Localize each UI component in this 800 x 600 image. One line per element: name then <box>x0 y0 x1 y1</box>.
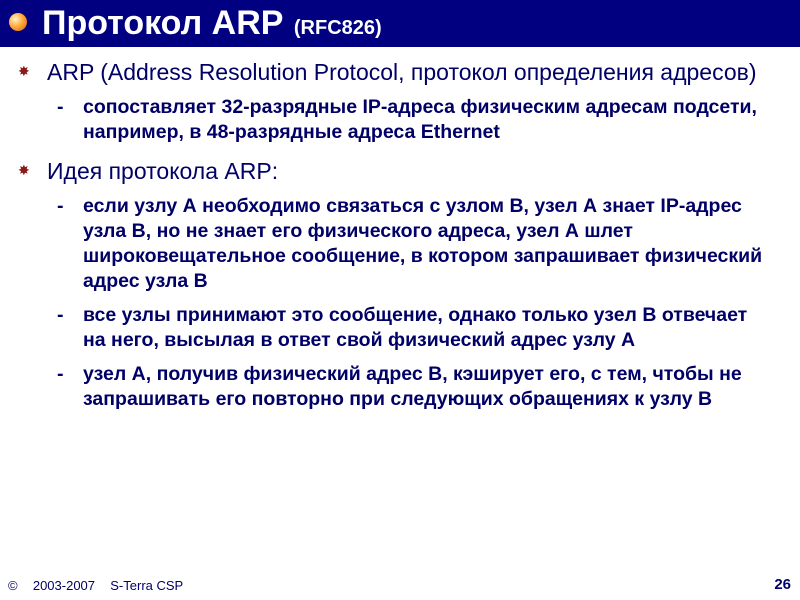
footer-copyright <box>8 578 183 593</box>
dash-marker: - <box>57 195 64 217</box>
page-number: 26 <box>774 576 791 593</box>
dash-marker: - <box>57 96 64 118</box>
slide-title <box>42 4 382 43</box>
bullet-item <box>0 58 800 87</box>
starburst-bullet-icon: ✸ <box>18 63 30 79</box>
orange-ball-icon <box>9 13 27 31</box>
sub-list <box>0 95 800 145</box>
title-bar <box>0 0 800 47</box>
bullet-text: ARP (Address Resolution Protocol, протокол определения адресов) <box>47 59 757 85</box>
sub-item-text: если узлу А необходимо связаться с узлом В, узел А знает IP-адрес узла В, но не знает его физического адреса, узел А шлет широковещательное сообщение, в котором запрашивает физический адрес узла В <box>83 195 763 292</box>
footer-company: S-Terra CSP <box>110 578 184 593</box>
slide-title-main: Протокол ARP <box>42 4 284 42</box>
dash-marker: - <box>57 304 64 326</box>
footer-years: 2003-2007 <box>32 578 96 593</box>
sub-item <box>0 95 800 145</box>
bullet-text: Идея протокола ARP: <box>47 158 279 184</box>
sub-item-text: все узлы принимают это сообщение, однако только узел В отвечает на него, высылая в ответ свой физический адрес узлу А <box>83 304 748 351</box>
copyright-symbol: © <box>8 578 18 593</box>
sub-item-text: сопоставляет 32-разрядные IP-адреса физическим адресам подсети, например, в 48-разрядные адреса Ethernet <box>83 96 757 143</box>
sub-list <box>0 194 800 412</box>
bullet-item <box>0 157 800 186</box>
slide-title-suffix: (RFC826) <box>293 17 382 39</box>
sub-item <box>0 362 800 412</box>
sub-item <box>0 194 800 294</box>
sub-item-text: узел А, получив физический адрес В, кэширует его, с тем, чтобы не запрашивать его повторно при следующих обращениях к узлу В <box>83 363 742 410</box>
starburst-bullet-icon: ✸ <box>18 162 30 178</box>
slide-content <box>0 58 800 424</box>
sub-item <box>0 303 800 353</box>
dash-marker: - <box>57 363 64 385</box>
